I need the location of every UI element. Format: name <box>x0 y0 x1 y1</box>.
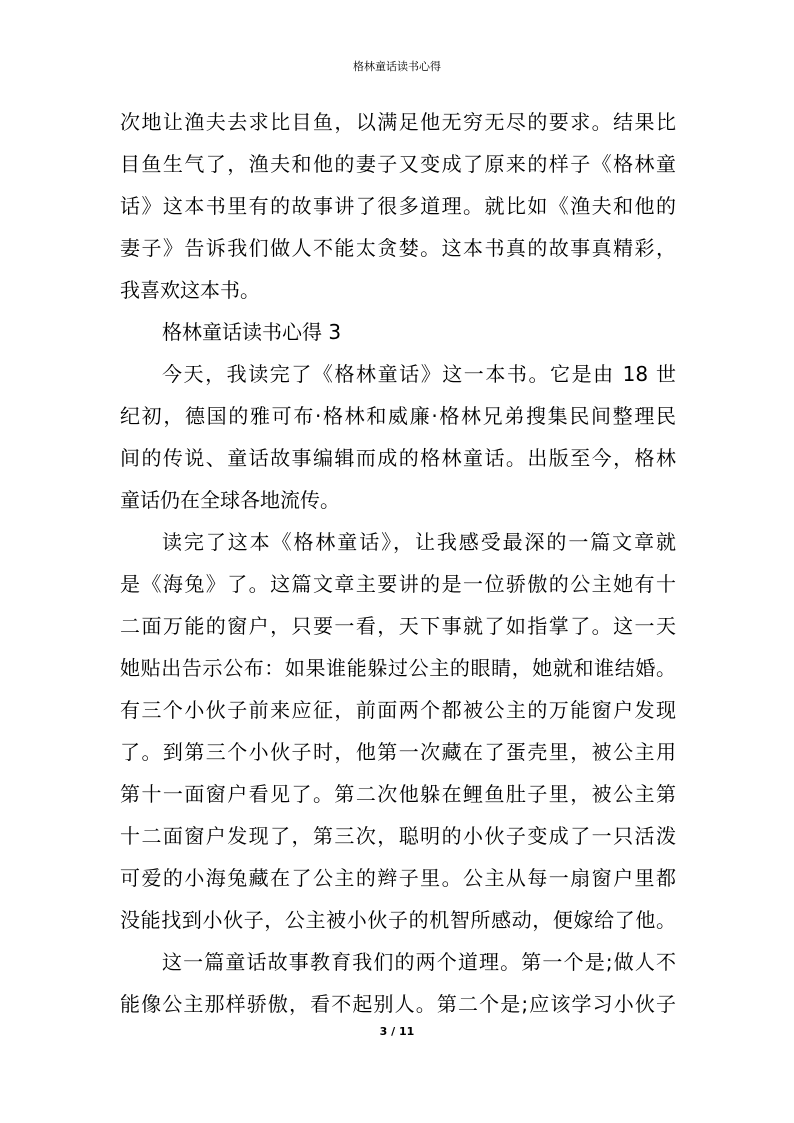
text-line: 可爱的小海兔藏在了公主的辫子里。公主从每一扇窗户里都 <box>120 866 676 890</box>
text-line: 妻子》告诉我们做人不能太贪婪。这本书真的故事真精彩， <box>120 236 676 260</box>
document-body <box>120 101 676 1025</box>
text-line: 今天，我读完了《格林童话》这一本书。它是由 18 世 <box>162 362 676 386</box>
page-header: 格林童话读书心得 <box>353 60 441 73</box>
text-line: 目鱼生气了，渔夫和他的妻子又变成了原来的样子《格林童 <box>120 152 676 176</box>
text-line: 十二面窗户发现了，第三次，聪明的小伙子变成了一只活泼 <box>120 824 676 848</box>
text-line: 纪初，德国的雅可布·格林和威廉·格林兄弟搜集民间整理民 <box>120 404 676 428</box>
text-line: 没能找到小伙子，公主被小伙子的机智所感动，便嫁给了他。 <box>120 908 676 932</box>
text-line: 我喜欢这本书。 <box>120 278 260 302</box>
text-line: 能像公主那样骄傲，看不起别人。第二个是;应该学习小伙子 <box>120 992 676 1016</box>
text-line: 有三个小伙子前来应征，前面两个都被公主的万能窗户发现 <box>120 698 676 722</box>
text-line: 间的传说、童话故事编辑而成的格林童话。出版至今，格林 <box>120 446 676 470</box>
text-line: 第十一面窗户看见了。第二次他躲在鲤鱼肚子里，被公主第 <box>120 782 676 806</box>
text-line: 这一篇童话故事教育我们的两个道理。第一个是;做人不 <box>162 950 676 974</box>
text-line: 她贴出告示公布：如果谁能躲过公主的眼睛，她就和谁结婚。 <box>120 656 676 680</box>
text-line: 二面万能的窗户，只要一看，天下事就了如指掌了。这一天 <box>120 614 676 638</box>
text-line: 话》这本书里有的故事讲了很多道理。就比如《渔夫和他的 <box>120 194 676 218</box>
text-line: 了。到第三个小伙子时，他第一次藏在了蛋壳里，被公主用 <box>120 740 676 764</box>
text-line: 次地让渔夫去求比目鱼，以满足他无穷无尽的要求。结果比 <box>120 110 676 134</box>
text-line: 读完了这本《格林童话》，让我感受最深的一篇文章就 <box>162 530 676 554</box>
section-heading: 格林童话读书心得 3 <box>162 320 342 344</box>
page-number: 3 / 11 <box>379 1025 415 1038</box>
text-line: 童话仍在全球各地流传。 <box>120 488 340 512</box>
text-line: 是《海兔》了。这篇文章主要讲的是一位骄傲的公主她有十 <box>120 572 676 596</box>
